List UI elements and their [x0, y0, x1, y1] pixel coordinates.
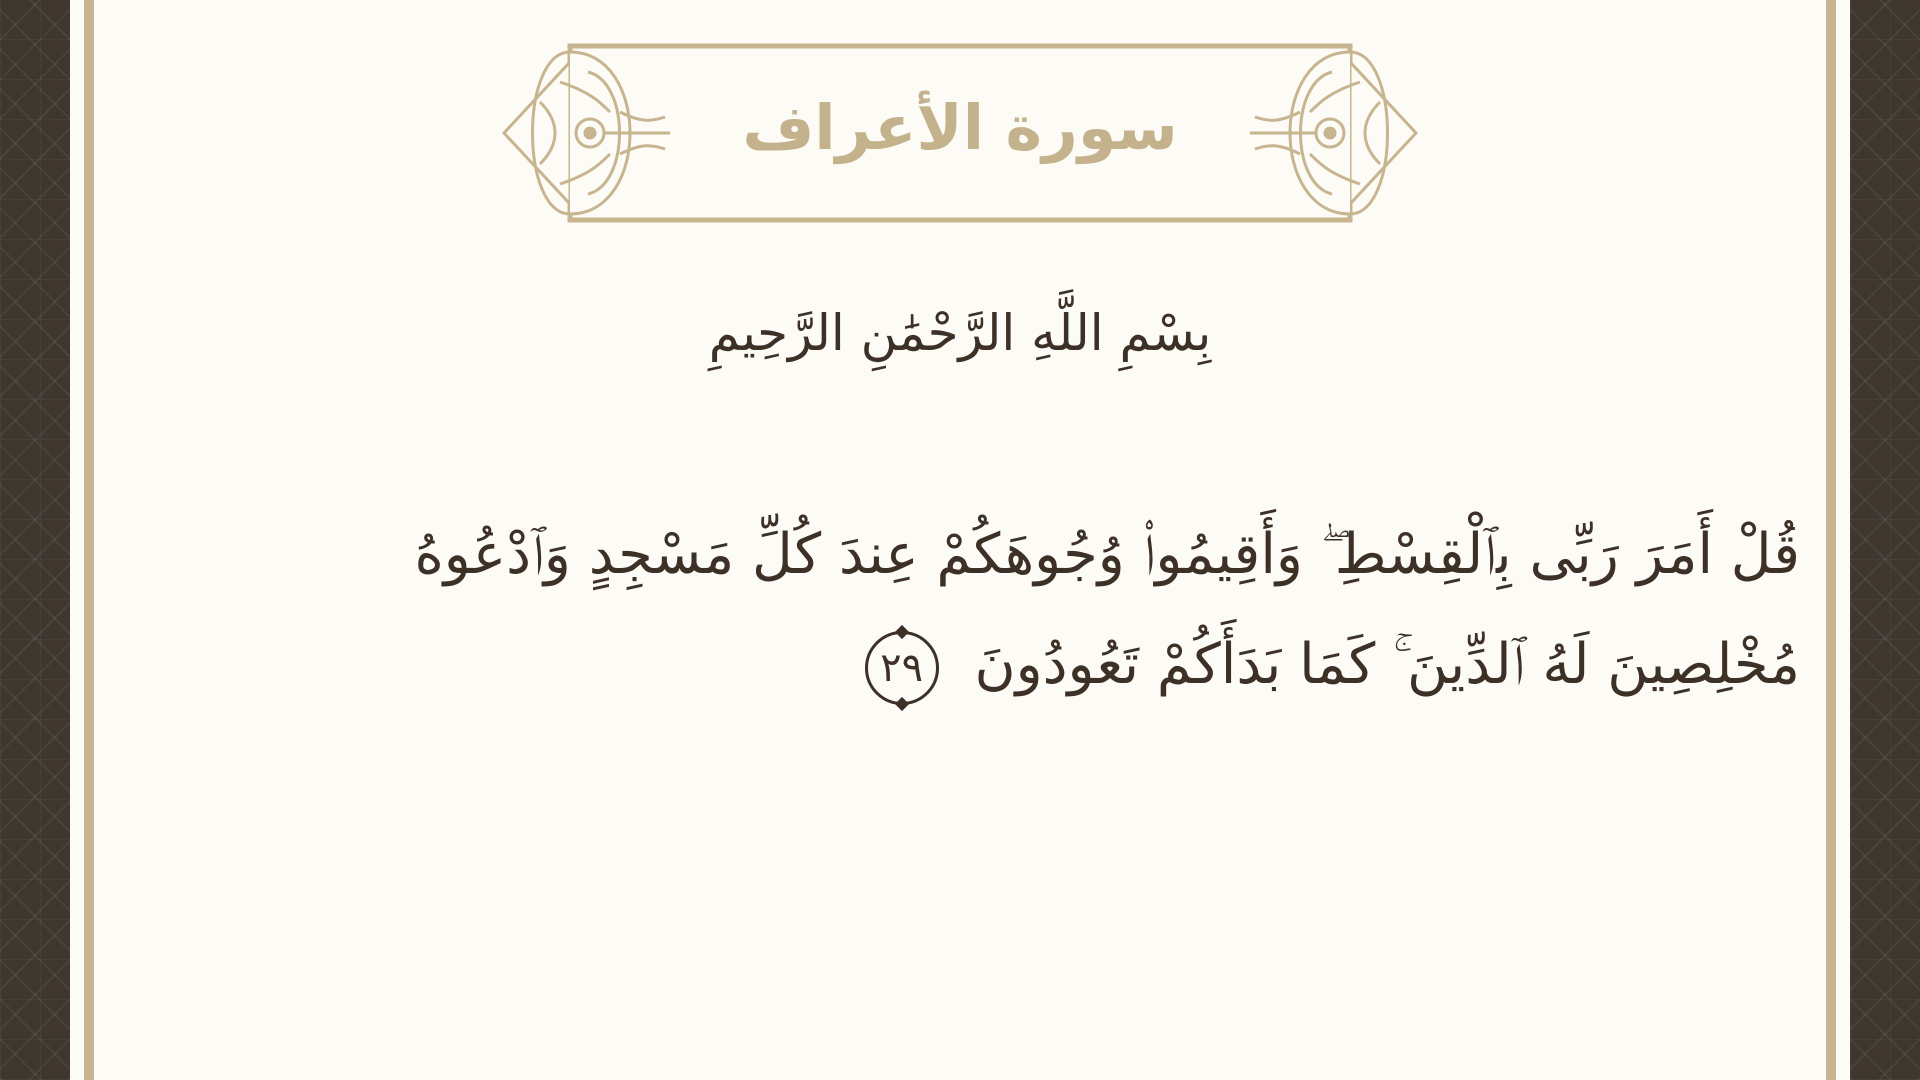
basmala: بِسْمِ اللَّهِ الرَّحْمَٰنِ الرَّحِيمِ [708, 304, 1212, 362]
right-ornamental-border [1850, 0, 1920, 1080]
verse-number-marker [865, 631, 939, 705]
verse-block [270, 500, 1800, 720]
verse-text: قُلْ أَمَرَ رَبِّى بِٱلْقِسْطِ ۖ وَأَقِيمُوا۟ وُجُوهَكُمْ عِندَ كُلِّ مَسْجِدٍ وَٱدْعُوهُ مُخْلِصِينَ لَهُ ٱلدِّينَ ۚ كَمَا بَدَأَكُمْ تَعُودُونَ [414, 522, 1800, 697]
left-ornamental-border [0, 0, 70, 1080]
verse-number: ٢٩ [880, 644, 924, 691]
left-gold-rule [84, 0, 94, 1080]
surah-header-cartouche [500, 42, 1420, 224]
right-gold-rule [1826, 0, 1836, 1080]
surah-title: سورة الأعراف [742, 90, 1178, 164]
